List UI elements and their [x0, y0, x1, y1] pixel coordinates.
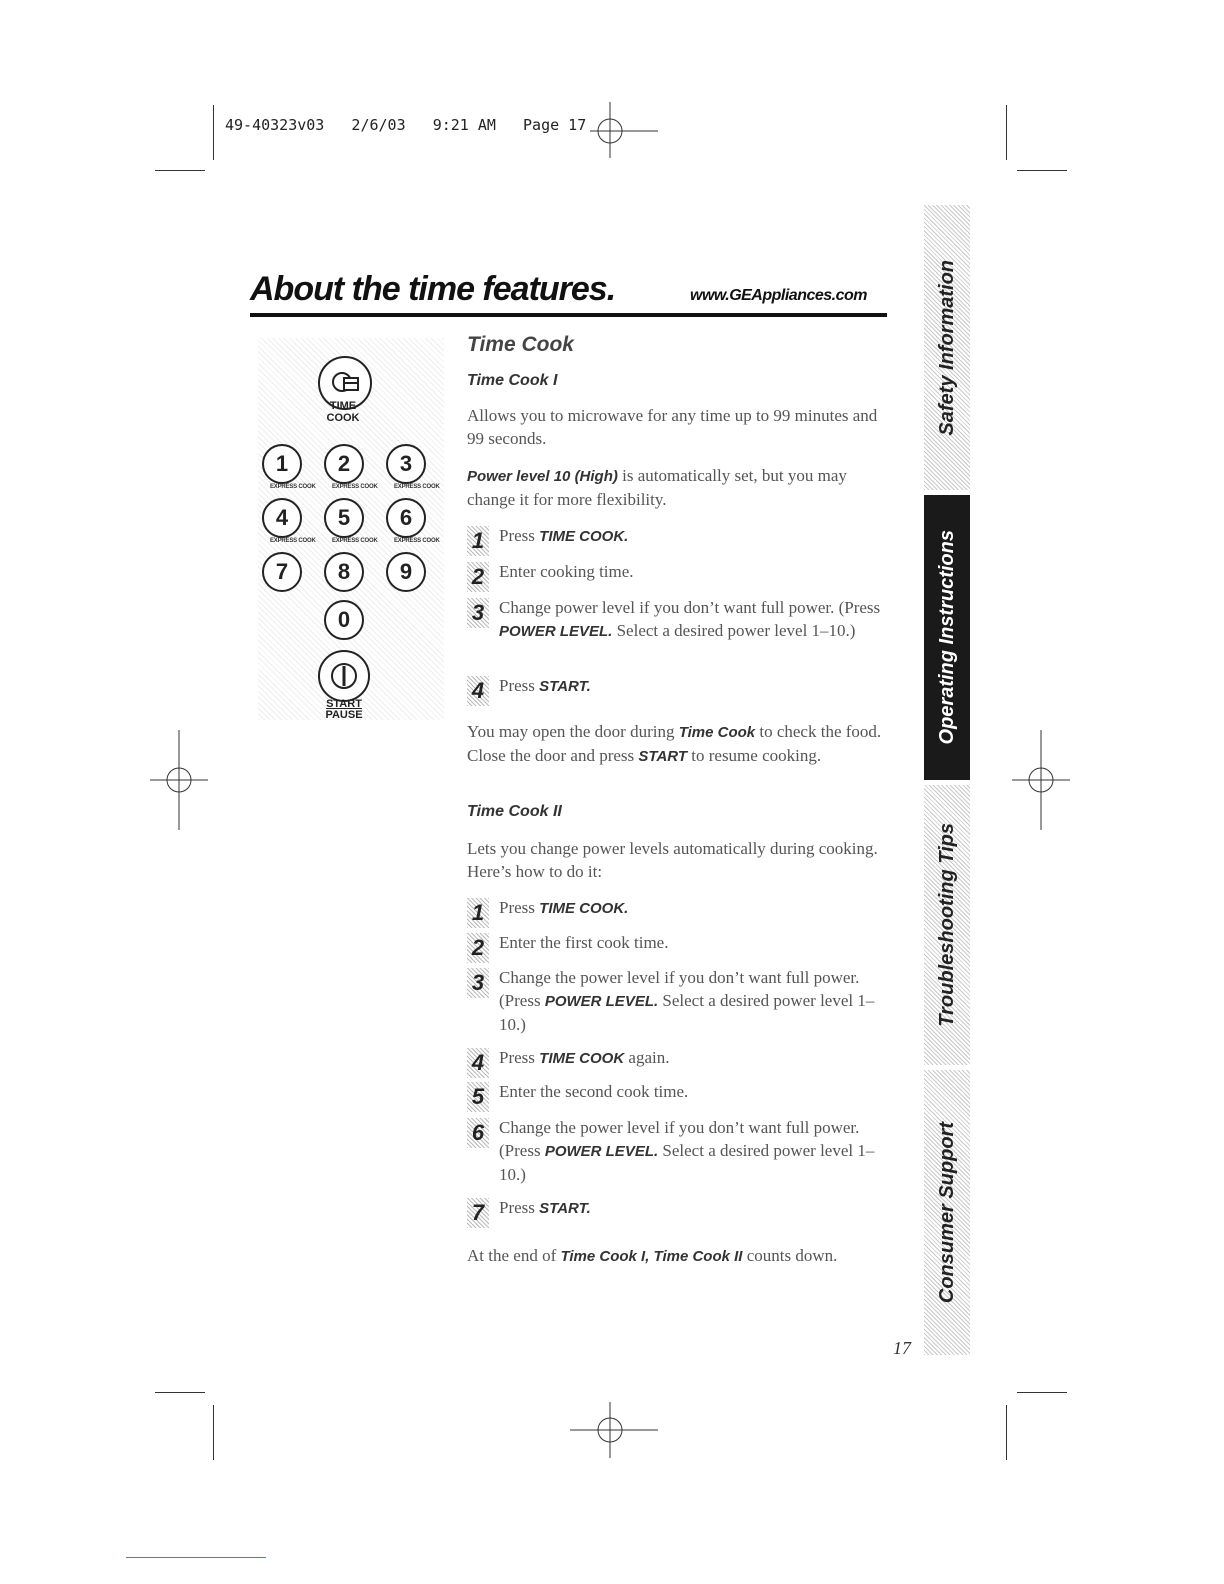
- tc2-intro: Lets you change power levels automatically during cooking. Here’s how to do it:: [467, 839, 878, 881]
- step-text: Select a desired power level 1–10.): [499, 1141, 875, 1184]
- step-text: Press: [499, 898, 540, 917]
- step-text: Press: [499, 1048, 540, 1067]
- step-number: 3: [467, 968, 489, 998]
- tc1-step: [467, 674, 897, 703]
- registration-mark-top: [570, 100, 660, 160]
- keypad-illustration: [258, 338, 444, 720]
- tc1-door-note: [467, 720, 887, 768]
- tc1-intro: Allows you to microwave for any time up to 99 minutes and 99 seconds.: [467, 406, 878, 448]
- step-text: Change power level if you don’t want full power. (Press: [499, 598, 881, 617]
- tc2-end-note: [467, 1244, 907, 1268]
- registration-mark-right: [1012, 730, 1072, 830]
- tab-safety-information[interactable]: [924, 205, 970, 490]
- crop-mark: [213, 105, 214, 160]
- key-3: 3: [386, 444, 426, 484]
- express-cook-label: EXPRESS COOK: [394, 484, 440, 490]
- step-text: Press: [499, 676, 540, 695]
- registration-mark-bottom: [570, 1400, 660, 1460]
- tc2-step: [467, 931, 897, 960]
- key-5: 5: [324, 498, 364, 538]
- divider-line: [126, 1557, 266, 1558]
- website-link[interactable]: www.GEAppliances.com: [690, 287, 868, 304]
- step-number: 4: [467, 676, 489, 706]
- step-number: 5: [467, 1082, 489, 1112]
- step-number: 1: [467, 526, 489, 556]
- key-0: 0: [324, 600, 364, 640]
- step-bold: POWER LEVEL.: [544, 993, 659, 1010]
- step-text: Enter cooking time.: [499, 562, 634, 581]
- step-bold: START.: [539, 1200, 591, 1217]
- power-level-bold: Power level 10 (High): [467, 468, 618, 485]
- tc1-power-note: [467, 464, 887, 511]
- tc1-step: [467, 524, 897, 553]
- page-number: 17: [893, 1338, 911, 1358]
- step-bold: START.: [539, 678, 591, 695]
- subheading-time-cook-2: Time Cook II: [467, 803, 562, 820]
- note-bold: Time Cook I, Time Cook II: [560, 1248, 743, 1265]
- print-slug: 49-40323v03 2/6/03 9:21 AM Page 17: [225, 116, 587, 134]
- step-number: 2: [467, 562, 489, 592]
- tc2-step: [467, 966, 891, 1036]
- express-cook-label: EXPRESS COOK: [270, 538, 316, 544]
- step-number: 6: [467, 1118, 489, 1148]
- key-1: 1: [262, 444, 302, 484]
- note-text: to resume cooking.: [687, 746, 822, 765]
- express-cook-label: EXPRESS COOK: [270, 484, 316, 490]
- page-title: About the time features.: [250, 270, 616, 308]
- tab-label: Operating Instructions: [935, 530, 958, 745]
- step-number: 1: [467, 898, 489, 928]
- express-cook-label: EXPRESS COOK: [394, 538, 440, 544]
- crop-mark: [213, 1405, 214, 1460]
- step-text: Enter the second cook time.: [499, 1082, 689, 1101]
- registration-mark-left: [150, 730, 210, 830]
- crop-mark: [155, 170, 205, 171]
- tab-label: Troubleshooting Tips: [935, 823, 958, 1027]
- power-level-text: is automatically set, but you may change it for more flexibility.: [467, 466, 847, 509]
- note-text: At the end of: [467, 1246, 561, 1265]
- key-7: 7: [262, 552, 302, 592]
- express-cook-label: EXPRESS COOK: [332, 538, 378, 544]
- tab-label: Consumer Support: [935, 1121, 958, 1304]
- tc1-step: [467, 560, 897, 589]
- step-text: Change the power level if you don’t want full power. (Press: [499, 1118, 860, 1160]
- tc2-step: [467, 1046, 897, 1075]
- key-8: 8: [324, 552, 364, 592]
- title-rule: [250, 313, 887, 317]
- step-text: Press: [499, 526, 540, 545]
- step-text: Select a desired power level 1–10.): [612, 621, 856, 640]
- note-text: You may open the door during: [467, 722, 679, 741]
- step-text: Press: [499, 1198, 540, 1217]
- step-text: Select a desired power level 1–10.): [499, 991, 875, 1034]
- step-number: 4: [467, 1048, 489, 1078]
- crop-mark: [1006, 1405, 1007, 1460]
- tab-consumer-support[interactable]: [924, 1070, 970, 1355]
- step-bold: POWER LEVEL.: [499, 623, 613, 640]
- tab-troubleshooting-tips[interactable]: [924, 785, 970, 1065]
- step-number: 2: [467, 933, 489, 963]
- step-bold: TIME COOK.: [539, 900, 629, 917]
- step-bold: POWER LEVEL.: [544, 1143, 659, 1160]
- tc2-step: [467, 1196, 897, 1225]
- crop-mark: [1017, 1392, 1067, 1393]
- tc1-step: [467, 596, 887, 643]
- step-text: Enter the first cook time.: [499, 933, 669, 952]
- step-number: 7: [467, 1198, 489, 1228]
- time-cook-label: TIME COOK: [326, 400, 360, 424]
- tc2-step: [467, 1116, 891, 1186]
- tc2-step: [467, 896, 897, 925]
- note-text: to check the food. Close the door and press: [467, 722, 882, 765]
- key-9: 9: [386, 552, 426, 592]
- start-pause-key: [318, 650, 370, 702]
- step-text: again.: [624, 1048, 670, 1067]
- subheading-time-cook-1: Time Cook I: [467, 372, 558, 389]
- crop-mark: [1017, 170, 1067, 171]
- pause-label: PAUSE: [325, 709, 363, 721]
- express-cook-label: EXPRESS COOK: [332, 484, 378, 490]
- start-label: START: [326, 698, 362, 710]
- step-text: Change the power level if you don’t want full power. (Press: [499, 968, 860, 1010]
- key-2: 2: [324, 444, 364, 484]
- section-heading: Time Cook: [467, 333, 574, 356]
- note-bold: START: [638, 748, 688, 765]
- start-icon: [330, 662, 358, 690]
- note-bold: Time Cook: [678, 724, 756, 741]
- crop-mark: [155, 1392, 205, 1393]
- tab-label: Safety Information: [935, 259, 958, 436]
- clock-icon: [330, 370, 360, 396]
- key-6: 6: [386, 498, 426, 538]
- key-4: 4: [262, 498, 302, 538]
- step-bold: TIME COOK: [539, 1050, 625, 1067]
- tc2-step: [467, 1080, 897, 1109]
- step-number: 3: [467, 598, 489, 628]
- note-text: counts down.: [742, 1246, 838, 1265]
- tab-operating-instructions[interactable]: [924, 495, 970, 780]
- crop-mark: [1006, 105, 1007, 160]
- step-bold: TIME COOK.: [539, 528, 629, 545]
